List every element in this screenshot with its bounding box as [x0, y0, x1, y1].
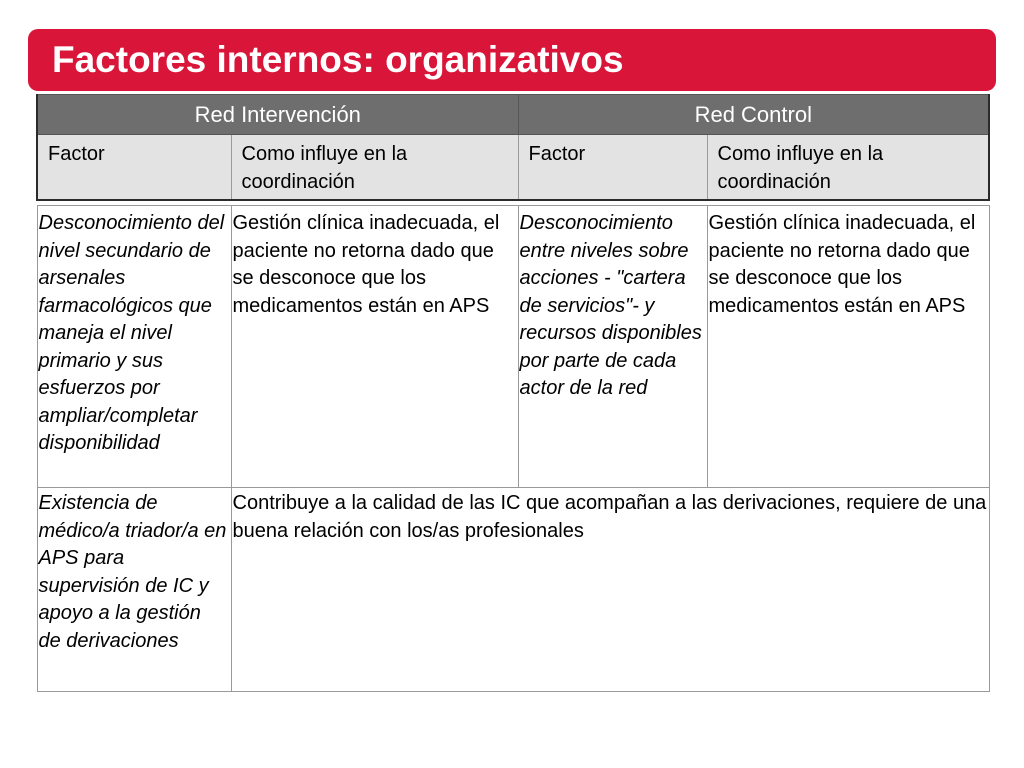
subheader-influence-control: Como influye en la coordinación [707, 135, 989, 200]
factor-intervencion-cell: Desconocimiento del nivel secundario de arsenales farmacológicos que maneja el nivel primario y sus esfuerzos por ampliar/completar disponibilidad [37, 206, 231, 488]
influence-shared-cell: Contribuye a la calidad de las IC que acompañan a las derivaciones, requiere de una buena relación con los/as profesionales [231, 488, 989, 692]
title-bar [28, 29, 996, 91]
subheader-influence-intervencion: Como influye en la coordinación [231, 135, 518, 200]
factor-intervencion-cell: Existencia de médico/a triador/a en APS para supervisión de IC y apoyo a la gestión de derivaciones [37, 488, 231, 692]
influence-intervencion-cell: Gestión clínica inadecuada, el paciente no retorna dado que se desconoce que los medicamentos están en APS [231, 206, 518, 488]
subheader-factor-control: Factor [518, 135, 707, 200]
page-title: Factores internos: organizativos [52, 39, 624, 80]
header-red-intervencion: Red Intervención [37, 95, 518, 135]
subheader-factor-intervencion: Factor [37, 135, 231, 200]
sub-header-row [37, 135, 989, 200]
table-row [37, 206, 989, 488]
group-header-row [37, 95, 989, 135]
table-row [37, 488, 989, 692]
factor-control-cell: Desconocimiento entre niveles sobre acciones - "cartera de servicios"- y recursos disponibles por parte de cada actor de la red [518, 206, 707, 488]
header-red-control: Red Control [518, 95, 989, 135]
factors-table [36, 94, 990, 692]
influence-control-cell: Gestión clínica inadecuada, el paciente no retorna dado que se desconoce que los medicamentos están en APS [707, 206, 989, 488]
